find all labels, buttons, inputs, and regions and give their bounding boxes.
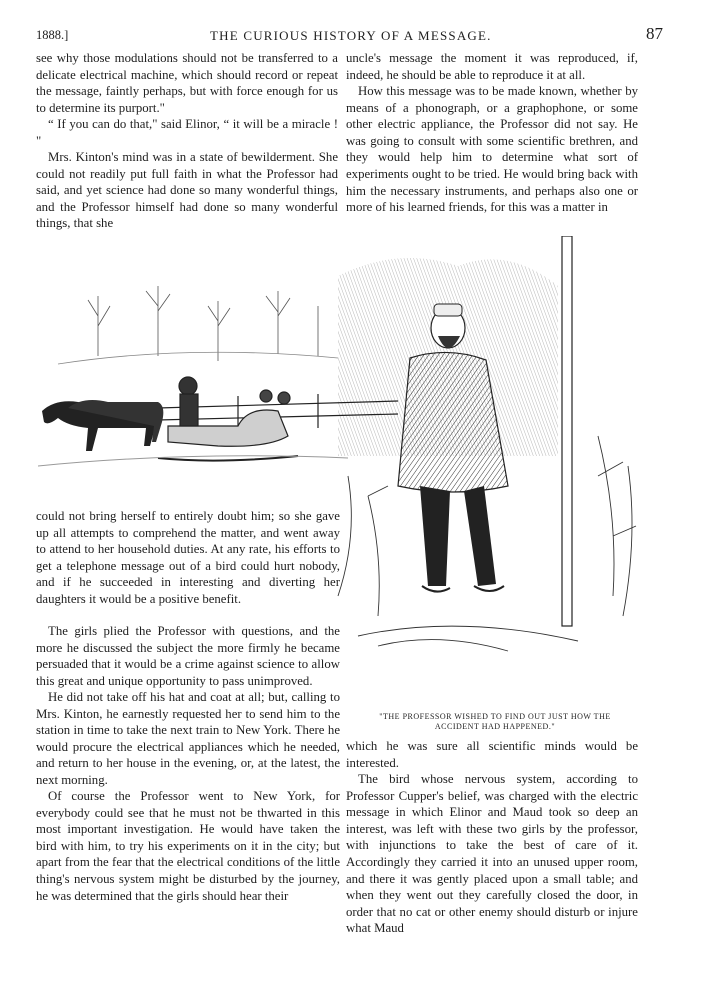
paragraph: The bird whose nervous system, according to Professor Cupper's belief, was charged with the electric message in which Elinor and Maud took so deep an interest, was left with these two girls by the professor, with injunctions to take the best of care of it. Accordingly they carried it into an unused upper room, and there it was gently placed upon a small table; and when they went out they carefully closed the door, in order that no cat or other enemy should disturb or injure what Maud <box>346 772 638 936</box>
paragraph: “ If you can do that," said Elinor, “ it will be a miracle ! " <box>36 117 338 148</box>
paragraph: which he was sure all scientific minds would be interested. <box>346 739 638 770</box>
paragraph: uncle's message the moment it was reproduced, if, indeed, he should be able to reproduce it at all. <box>346 51 638 82</box>
horses <box>42 400 163 451</box>
running-title: THE CURIOUS HISTORY OF A MESSAGE. <box>210 28 492 43</box>
paragraph: He did not take off his hat and coat at all; but, calling to Mrs. Kinton, he earnestly requested her to send him to the station in time to take the next train to New York. There he would procure the electrical appliances which he needed, and return to her house in the evening, or, at the latest, the next morning. <box>36 690 340 787</box>
page-number: 87 <box>646 24 663 43</box>
paragraph: Mrs. Kinton's mind was in a state of bewilderment. She could not readily put full faith in what the Professor had said, and yet science had done so many wonderful things, and the Professor himself had done so many wonderful things, that she <box>36 150 338 231</box>
paragraph: How this message was to be made known, whether by means of a phonograph, or a graphophone, or some other electric appliance, the Professor did not say. He was going to consult with some scientific brethren, and they would help him to determine what sort of experiments ought to be tried. He would bring back with him the necessary instruments, and perhaps also one or more of his learned friends, for this was a matter in <box>346 84 638 215</box>
illustration-caption: "THE PROFESSOR WISHED TO FIND OUT JUST HOW THE ACCIDENT HAD HAPPENED." <box>379 712 611 731</box>
paragraph: Of course the Professor went to New York, for everybody could see that he must not be thwarted in this most important investigation. He would have taken the bird with him, to try his experiments on it in the city; but apart from the fear that the electrical conditions of the little thing's nervous system might be disturbed by the journey, he was determined that the girls should hear their <box>36 789 340 903</box>
paragraph: The girls plied the Professor with questions, and the more he discussed the subject the more firmly he became persuaded that it would be a crime against science to allow this great and unique opportunity to pass unimproved. <box>36 624 340 688</box>
telegraph-pole <box>562 236 572 626</box>
distant-trees <box>58 286 338 364</box>
paragraph: could not bring herself to entirely doubt him; so she gave up all attempts to comprehend the matter, and went away to attend to her household duties. At any rate, his efforts to get a telephone message out of a bird could hurt nobody, and if he succeeded in interesting and diverting her daughters it would be a positive benefit. <box>36 509 340 606</box>
paragraph: see why those modulations should not be transferred to a delicate electrical machine, which should record or repeat the message, faintly perhaps, but with force enough for us to determine its purport." <box>36 51 338 115</box>
header-year: 1888.] <box>36 28 69 42</box>
